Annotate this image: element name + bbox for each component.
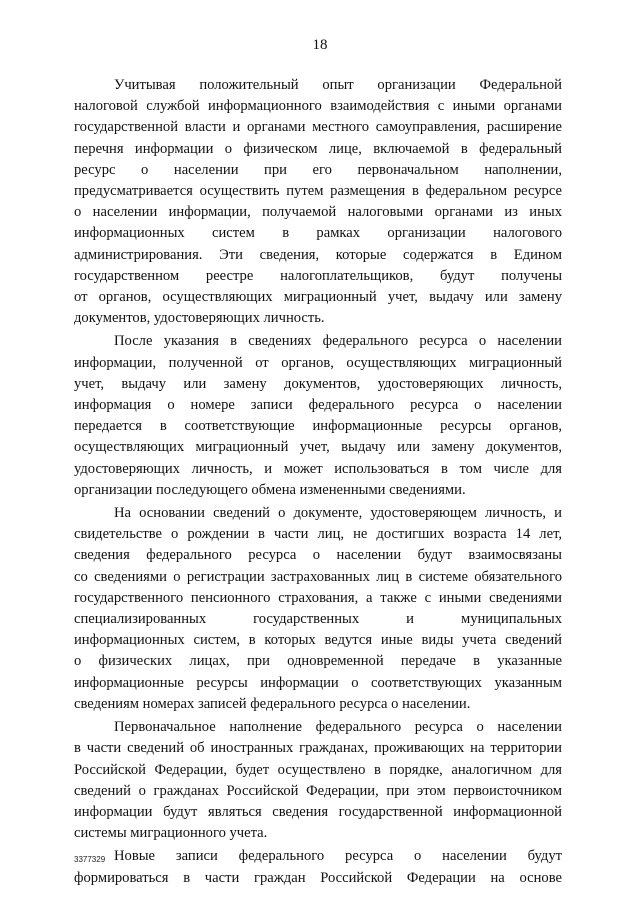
paragraph-line: государственном реестре налогоплательщиков, будут получены: [74, 267, 562, 284]
paragraph-line: Российской Федерации, будет осуществлено в порядке, аналогичном для: [74, 761, 562, 778]
document-code: 3377329: [74, 855, 106, 864]
paragraph-line: от органов, осуществляющих миграционный учет, выдачу или замену: [74, 289, 562, 306]
paragraph-line: системы миграционного учета.: [74, 825, 268, 842]
paragraph: [74, 717, 562, 844]
paragraph-line: Учитывая положительный опыт организации Федеральной: [114, 77, 562, 93]
paragraph-line: информации, полученной от органов, осуществляющих миграционный: [74, 354, 562, 371]
paragraph-line: в части сведений об иностранных гражданах, проживающих на территории: [74, 740, 562, 757]
paragraph-line: сведения федерального ресурса о населении будут взаимосвязаны: [74, 547, 562, 564]
paragraph-line: информация о номере записи федерального ресурса о населении: [74, 397, 562, 414]
paragraph-line: После указания в сведениях федерального ресурса о населении: [114, 333, 562, 350]
paragraph-line: Первоначальное наполнение федерального ресурса о населении: [114, 719, 562, 736]
paragraph-line: передается в соответствующие информационные ресурсы органов,: [74, 418, 562, 435]
paragraph-line: удостоверяющих личность, и может использоваться в том числе для: [74, 460, 562, 477]
paragraph-line: информационные ресурсы информации о соответствующих указанным: [74, 674, 562, 691]
paragraph-line: администрирования. Эти сведения, которые содержатся в Едином: [74, 246, 562, 263]
paragraph-line: На основании сведений о документе, удостоверяющем личность, и: [114, 505, 562, 522]
paragraph-line: перечня информации о физическом лице, включаемой в федеральный: [74, 140, 562, 157]
paragraph-line: Новые записи федерального ресурса о населении будут: [114, 848, 562, 865]
paragraph-line: государственной власти и органами местного самоуправления, расширение: [74, 119, 562, 136]
paragraph-line: информации будут являться сведения государственной информационной: [74, 803, 562, 820]
paragraph-line: предусматривается осуществить путем размещения в федеральном ресурсе: [74, 183, 562, 200]
paragraph-line: осуществляющих миграционный учет, выдачу или замену документов,: [74, 439, 562, 456]
paragraph-line: формироваться в части граждан Российской Федерации на основе: [74, 869, 562, 886]
paragraph-line: сведениям номерах записей федерального ресурса о населении.: [74, 695, 471, 712]
paragraph-line: организации последующего обмена измененными сведениями.: [74, 481, 466, 498]
paragraph: [74, 75, 562, 329]
paragraph-line: учет, выдачу или замену документов, удостоверяющих личность,: [74, 375, 562, 392]
paragraph: [74, 503, 562, 715]
paragraph-line: о населении информации, получаемой налоговыми органами из иных: [74, 204, 562, 221]
paragraph-line: со сведениями о регистрации застрахованных лиц в системе обязательного: [74, 568, 562, 585]
paragraph-line: специализированных государственных и муниципальных: [74, 611, 562, 628]
paragraph-line: свидетельстве о рождении в части лиц, не достигших возраста 14 лет,: [74, 526, 562, 543]
paragraph: [74, 846, 562, 888]
paragraph-line: информационных систем, в которых ведутся иные виды учета сведений: [74, 632, 562, 649]
paragraph-line: сведений о гражданах Российской Федерации, при этом первоисточником: [74, 782, 562, 799]
paragraph-line: документов, удостоверяющих личность.: [74, 310, 325, 327]
paragraph-line: налоговой службой информационного взаимодействия с иными органами: [74, 98, 562, 115]
paragraph-line: ресурс о населении при его первоначальном наполнении,: [74, 161, 562, 178]
page-number: 18: [312, 37, 328, 53]
paragraph-line: государственного пенсионного страхования, а также с иными сведениями: [74, 589, 562, 606]
paragraph-line: информационных систем в рамках организации налогового: [74, 225, 562, 242]
paragraph-line: о физических лицах, при одновременной передаче в указанные: [74, 653, 562, 670]
body-text: [74, 75, 562, 889]
paragraph: [74, 331, 562, 501]
